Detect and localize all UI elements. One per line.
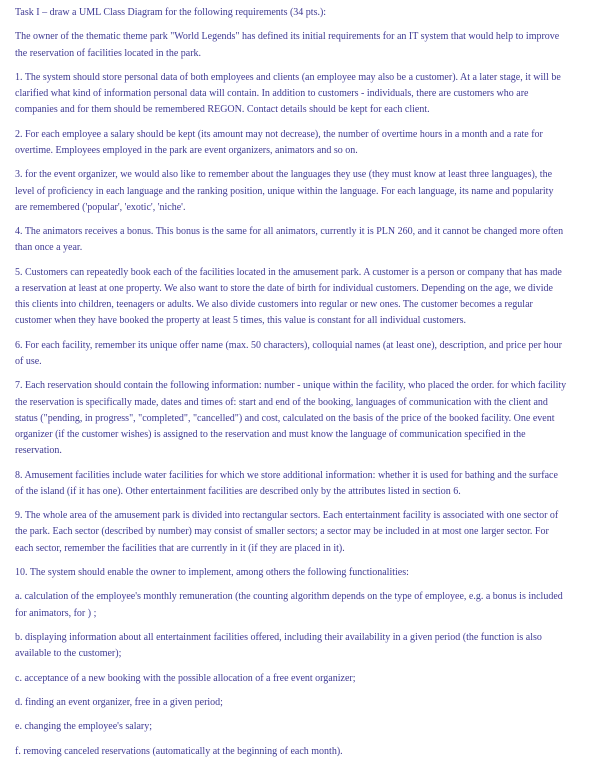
functionality-d: d. finding an event organizer, free in a given period; bbox=[15, 696, 223, 708]
requirement-3: 3. for the event organizer, we would also like to remember about the languages they use (they must know at least three languages), the level of proficiency in each language and the ranking position, unique within the language. For each language, its name and popularity are remembered ('popular', 'exotic', 'niche'. bbox=[15, 169, 554, 213]
functionality-e: e. changing the employee's salary; bbox=[15, 721, 153, 733]
functionality-a: a. calculation of the employee's monthly remuneration (the counting algorithm depends on the type of employee, e.g. a bonus is included for animators, for ) ; bbox=[15, 591, 563, 619]
requirement-6: 6. For each facility, remember its unique offer name (max. 50 characters), colloquial names (at least one), description, and price per hour of use. bbox=[15, 339, 563, 367]
requirement-7: 7. Each reservation should contain the following information: number - unique within the facility, who placed the order. for which facility the reservation is specifically made, dates and times of: start and end of the booking, languages of communication with the client and status ("pending, in progress", "completed", "cancelled") and cost, calculated on the basis of the price of the booked facility. One event organizer (if the customer wishes) is assigned to the reservation and must know the language of communication specified in the reservation. bbox=[15, 380, 567, 457]
requirement-2: 2. For each employee a salary should be kept (its amount may not decrease), the number of overtime hours in a month and a rate for overtime. Employees employed in the park are event organizers, animators and so on. bbox=[15, 128, 543, 156]
requirement-10: 10. The system should enable the owner to implement, among others the following functionalities: bbox=[15, 566, 409, 578]
functionality-b: b. displaying information about all entertainment facilities offered, including their availability in a given period (the function is also available to the customer); bbox=[15, 631, 542, 660]
requirement-1: 1. The system should store personal data of both employees and clients (an employee may also be a customer). At a later stage, it will be clarified what kind of information personal data will contain. In addition to customers - individuals, there are customers who are companies and for them should be remembered REGON. Contact details should be kept for each client. bbox=[15, 71, 561, 116]
intro-paragraph: The owner of the thematic theme park "World Legends" has defined its initial requirements for an IT system that would help to improve the reservation of facilities located in the park. bbox=[15, 31, 560, 59]
functionality-c: c. acceptance of a new booking with the possible allocation of a free event organizer; bbox=[15, 672, 356, 684]
requirement-5: 5. Customers can repeatedly book each of the facilities located in the amusement park. A customer is a person or company that has made a reservation at least at one property. We also want to store the date of birth for individual customers. Depending on the age, we divide this clients into children, teenagers or adults. We also divide customers into regular or new ones. The customer becomes a regular customer when they have booked the property at least 5 times, this value is constant for all individual customers. bbox=[15, 266, 562, 327]
requirement-8: 8. Amusement facilities include water facilities for which we store additional information: whether it is used for bathing and the surface of the island (if it has one). Other entertainment facilities are described only by the attributes listed in section 6. bbox=[15, 469, 558, 497]
task-title: Task I – draw a UML Class Diagram for the following requirements (34 pts.): bbox=[15, 7, 327, 18]
requirement-9: 9. The whole area of the amusement park is divided into rectangular sectors. Each entertainment facility is associated with one sector of the park. Each sector (described by number) may consist of smaller sectors; a sector may be included in at most one larger sector. For each sector, remember the facilities that are currently in it (if they are placed in it). bbox=[15, 510, 559, 554]
requirement-4: 4. The animators receives a bonus. This bonus is the same for all animators, currently it is PLN 260, and it cannot be changed more often than once a year. bbox=[15, 226, 564, 254]
functionality-f: f. removing canceled reservations (automatically at the beginning of each month). bbox=[15, 745, 343, 757]
